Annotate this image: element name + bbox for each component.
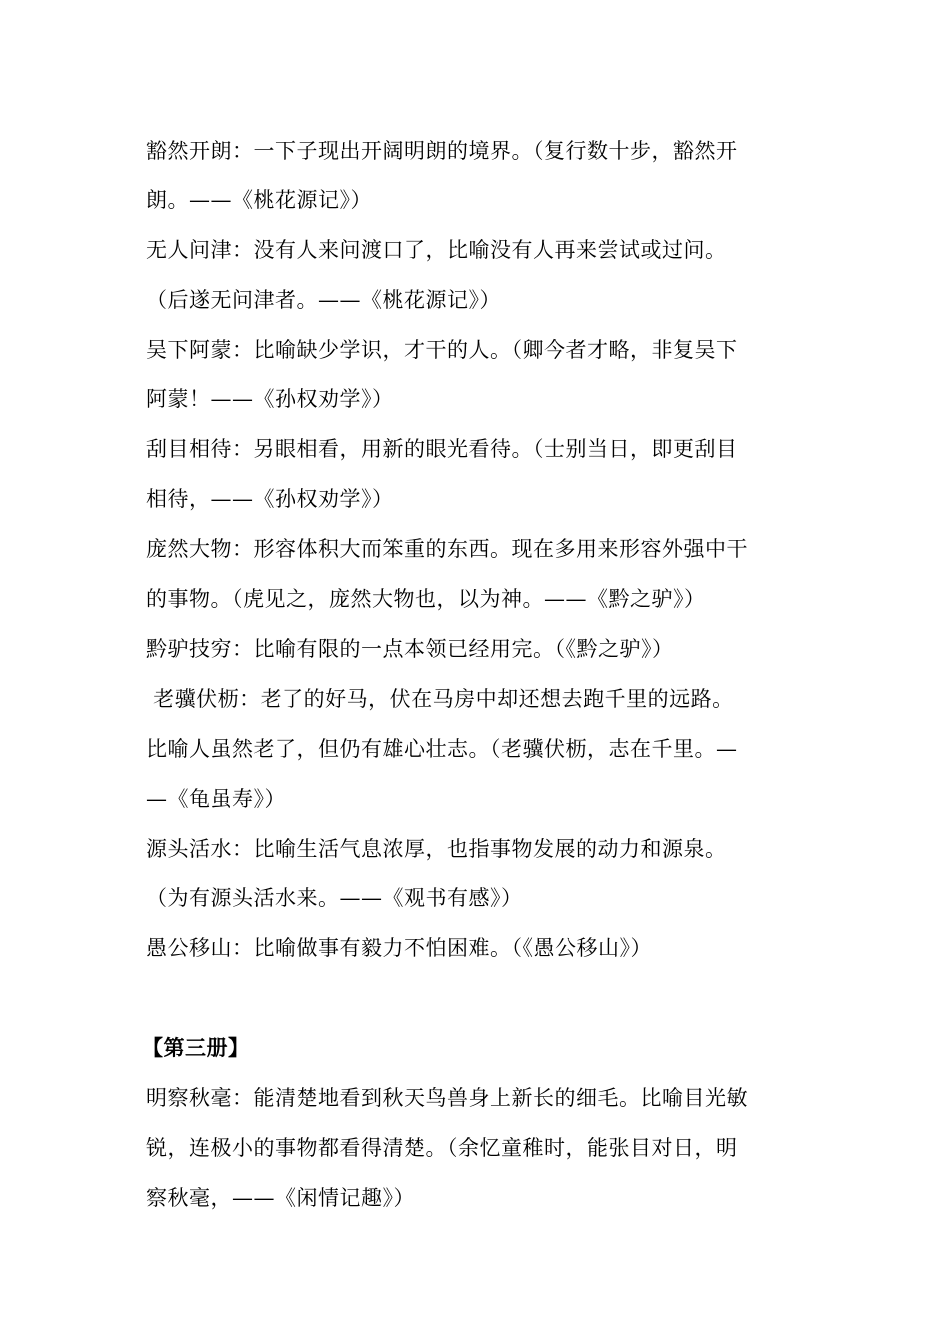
entry-line: 老骥伏枥：老了的好马，伏在马房中却还想去跑千里的远路。: [146, 687, 734, 711]
entry-line: （为有源头活水来。——《观书有感》）: [146, 886, 523, 910]
section-heading: 【第三册】: [142, 1035, 250, 1060]
entry-line: 察秋毫，——《闲情记趣》）: [146, 1186, 415, 1210]
entry-line: 的事物。（虎见之，庞然大物也，以为神。——《黔之驴》）: [146, 587, 706, 611]
entry-line: —《龟虽寿》）: [146, 787, 286, 811]
entry-line: 源头活水：比喻生活气息浓厚，也指事物发展的动力和源泉。: [146, 837, 727, 861]
entry-line: 锐，连极小的事物都看得清楚。（余忆童稚时，能张目对日，明: [146, 1136, 738, 1160]
entry-line: 刮目相待：另眼相看，用新的眼光看待。（士别当日，即更刮目: [146, 437, 738, 461]
entry-line: 愚公移山：比喻做事有毅力不怕困难。（《愚公移山》）: [146, 936, 652, 960]
entry-line: 朗。——《桃花源记》）: [146, 188, 372, 212]
entry-line: 庞然大物：形容体积大而笨重的东西。现在多用来形容外强中干: [146, 537, 748, 561]
entry-line: 黔驴技穷：比喻有限的一点本领已经用完。（《黔之驴》）: [146, 637, 674, 661]
entry-line: 豁然开朗：一下子现出开阔明朗的境界。（复行数十步，豁然开: [146, 139, 738, 163]
entry-line: 明察秋毫：能清楚地看到秋天鸟兽身上新长的细毛。比喻目光敏: [146, 1086, 748, 1110]
entry-line: 阿蒙！——《孙权劝学》）: [146, 387, 394, 411]
entry-line: 相待，——《孙权劝学》）: [146, 487, 394, 511]
entry-line: 吴下阿蒙：比喻缺少学识，才干的人。（卿今者才略，非复吴下: [146, 338, 738, 362]
entry-line: 无人问津：没有人来问渡口了，比喻没有人再来尝试或过问。: [146, 238, 727, 262]
entry-line: （后遂无问津者。——《桃花源记》）: [146, 288, 501, 312]
entry-line: 比喻人虽然老了，但仍有雄心壮志。（老骥伏枥，志在千里。—: [146, 737, 738, 761]
